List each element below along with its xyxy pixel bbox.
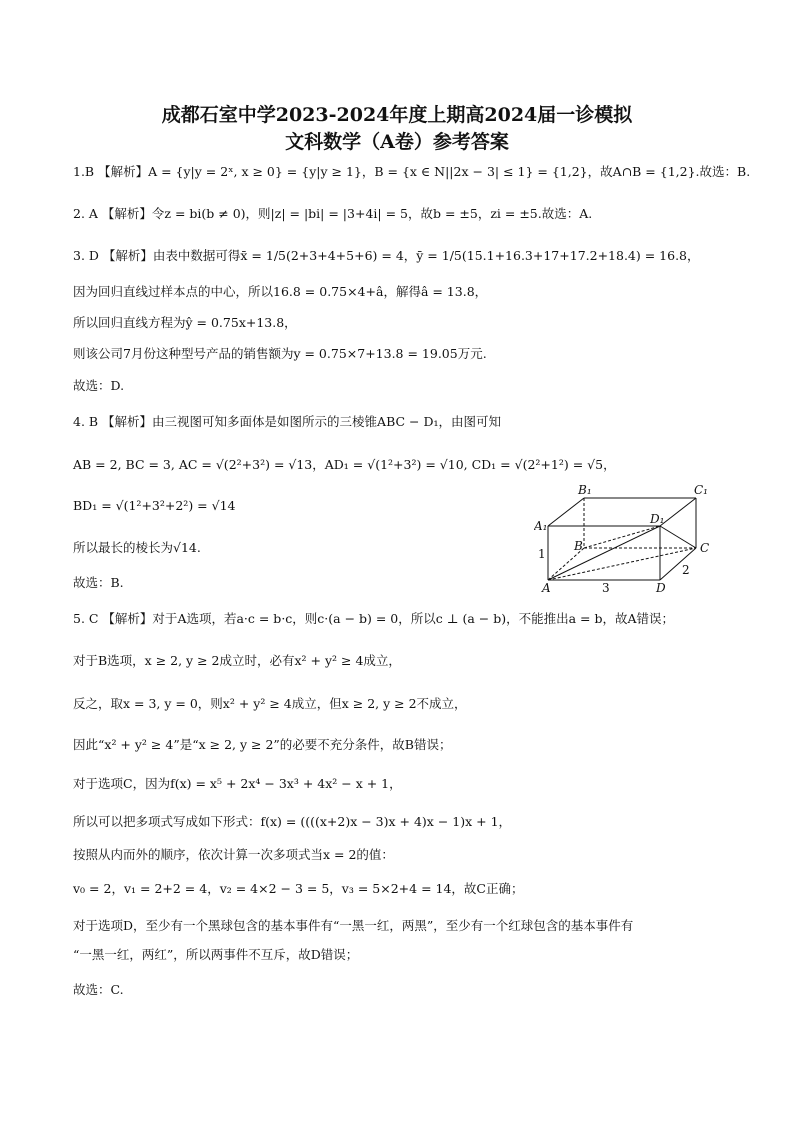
answer-2: 2. A 【解析】令z = bi(b ≠ 0)，则|z| = |bi| = |3+4i| = 5，故b = ±5，zi = ±5.故选：A. (73, 206, 593, 221)
edge-ad1 (548, 526, 660, 580)
answer-5-line-5: 对于选项C，因为f(x) = x⁵ + 2x⁴ − 3x³ + 4x² − x + 1， (73, 776, 402, 791)
label-b1: B₁ (578, 483, 592, 497)
answer-3-conclusion: 故选：D. (73, 378, 125, 393)
answer-5-conclusion: 故选：C. (73, 982, 124, 997)
label-d: D (656, 581, 666, 595)
label-b: B (574, 539, 583, 553)
label-edge-1: 1 (538, 547, 546, 561)
label-c: C (700, 541, 710, 555)
answer-4-line-2: AB = 2, BC = 3, AC = √(2²+3²) = √13，AD₁ = √(1²+3²) = √10, CD₁ = √(2²+1²) = √5， (73, 457, 616, 472)
edge-d1c (660, 526, 696, 548)
answer-5-line-8: v₀ = 2，v₁ = 2+2 = 4，v₂ = 4×2 − 3 = 5，v₃ = 5×2+4 = 14，故C正确； (73, 881, 524, 896)
cuboid-figure (534, 478, 724, 596)
answer-5-line-6: 所以可以把多项式写成如下形式：f(x) = ((((x+2)x − 3)x + 4)x − 1)x + 1， (73, 814, 512, 829)
answer-5-line-3: 反之，取x = 3, y = 0，则x² + y² ≥ 4成立，但x ≥ 2, y ≥ 2不成立， (73, 696, 467, 711)
answer-3-line-4: 则该公司7月份这种型号产品的销售额为y = 0.75×7+13.8 = 19.05万元. (73, 346, 487, 361)
answer-5-line-2: 对于B选项，x ≥ 2, y ≥ 2成立时，必有x² + y² ≥ 4成立， (73, 653, 401, 668)
label-edge-2: 2 (682, 563, 690, 577)
label-a: A (542, 581, 551, 595)
answer-3-line-3: 所以回归直线方程为ŷ = 0.75x+13.8， (73, 315, 297, 330)
answer-5-line-7: 按照从内而外的顺序，依次计算一次多项式当x = 2的值： (73, 847, 394, 862)
edge-ac-hidden (548, 548, 696, 580)
label-a1: A₁ (534, 519, 548, 533)
answer-4-conclusion: 故选：B. (73, 575, 124, 590)
label-d1: D₁ (650, 512, 665, 526)
answer-4-line-1: 4. B 【解析】由三视图可知多面体是如图所示的三棱锥ABC − D₁，由图可知 (73, 414, 502, 429)
answer-1: 1.B 【解析】A = {y|y = 2ˣ, x ≥ 0} = {y|y ≥ 1}，B = {x ∈ N||2x − 3| ≤ 1} = {1,2}，故A∩B = {1,2}.故选：B. (73, 164, 751, 179)
edge-d1c1 (660, 498, 696, 526)
answer-5-line-1: 5. C 【解析】对于A选项，若a·c = b·c，则c·(a − b) = 0，所以c ⊥ (a − b)，不能推出a = b，故A错误； (73, 611, 674, 626)
answer-5-line-10: “一黑一红，两红”，所以两事件不互斥，故D错误； (73, 947, 359, 962)
edge-dc (660, 548, 696, 580)
answer-3-line-2: 因为回归直线过样本点的中心，所以16.8 = 0.75×4+â，解得â = 13.8， (73, 284, 488, 299)
answer-4-line-4: 所以最长的棱长为√14. (73, 540, 201, 555)
answer-4-line-3: BD₁ = √(1²+3²+2²) = √14 (73, 498, 236, 513)
label-edge-3: 3 (602, 581, 610, 595)
page-title: 成都石室中学2023-2024年度上期高2024届一诊模拟 (161, 104, 633, 126)
answer-3-line-1: 3. D 【解析】由表中数据可得x̄ = 1/5(2+3+4+5+6) = 4，ȳ = 1/5(15.1+16.3+17+17.2+18.4) = 16.8， (73, 248, 700, 263)
answer-5-line-9: 对于选项D，至少有一个黑球包含的基本事件有“一黑一红，两黑”，至少有一个红球包含的基本事件有 (73, 918, 634, 933)
label-c1: C₁ (694, 483, 708, 497)
page-subtitle: 文科数学（A卷）参考答案 (285, 131, 509, 153)
edge-a1b1 (548, 498, 584, 526)
answer-5-line-4: 因此“x² + y² ≥ 4”是“x ≥ 2, y ≥ 2”的必要不充分条件，故B错误； (73, 737, 452, 752)
